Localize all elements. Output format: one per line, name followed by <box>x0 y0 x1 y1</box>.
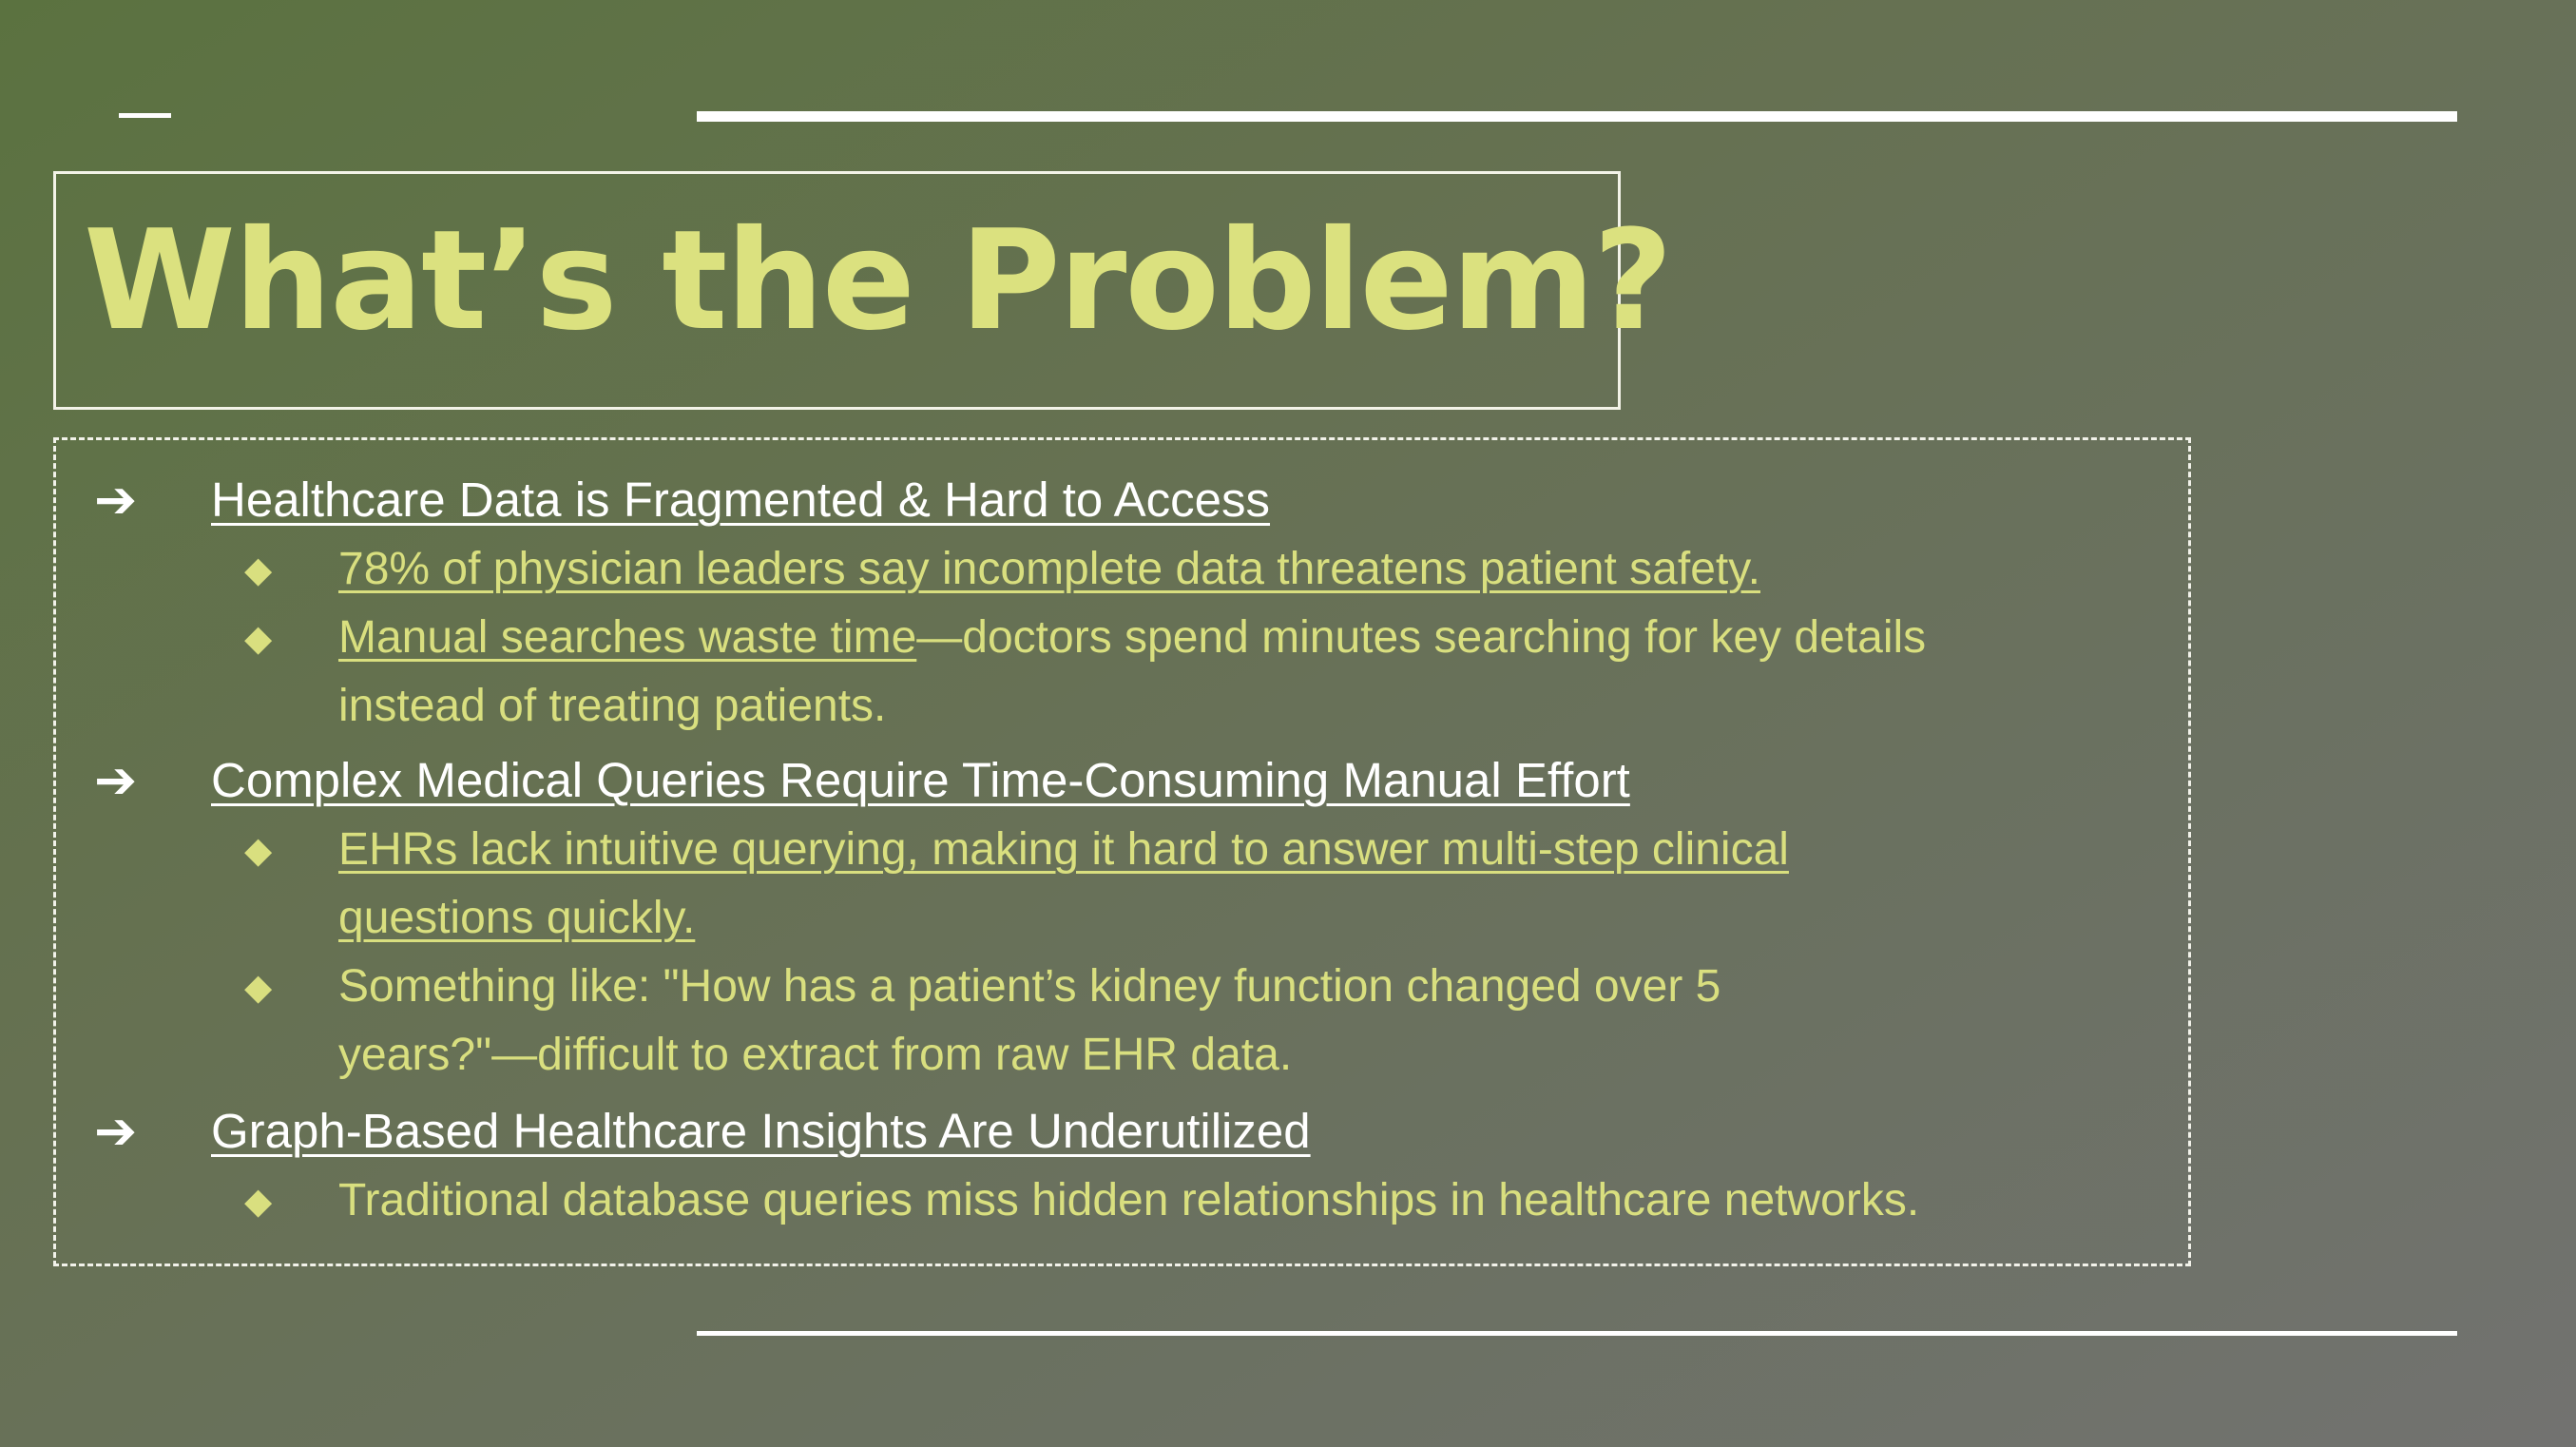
point-link[interactable]: Manual searches waste time <box>338 612 917 663</box>
point-text <box>338 535 2144 604</box>
diamond-bullet-icon: ◆ <box>244 829 273 871</box>
point-link[interactable]: 78% of physician leaders say incomplete data threatens patient safety. <box>338 544 1760 594</box>
point-text <box>338 816 2144 953</box>
top-divider-line <box>697 111 2457 122</box>
section-heading-link[interactable]: Complex Medical Queries Require Time-Consuming Manual Effort <box>211 753 1630 807</box>
point-text <box>338 604 2144 741</box>
problem-content-box <box>53 437 2191 1266</box>
point-text: Traditional database queries miss hidden relationships in healthcare networks. <box>338 1175 1920 1225</box>
bottom-divider-line <box>697 1331 2457 1336</box>
diamond-bullet-icon: ◆ <box>244 549 273 590</box>
point-link-line[interactable]: questions quickly. <box>338 893 696 943</box>
point-link-line[interactable]: EHRs lack intuitive querying, making it hard to answer multi-step clinical <box>338 824 1789 875</box>
top-short-rule <box>119 113 171 118</box>
point-continuation-line: instead of treating patients. <box>338 681 887 731</box>
arrow-right-icon: ➔ <box>94 470 138 530</box>
point-text-line: years?"—difficult to extract from raw EHR data. <box>338 1030 1293 1080</box>
title-box <box>53 171 1671 410</box>
diamond-bullet-icon: ◆ <box>244 1180 273 1222</box>
point-text-line: Something like: "How has a patient’s kidney function changed over 5 <box>338 961 1721 1012</box>
slide-title: What’s the Problem? <box>84 201 1671 361</box>
section-heading-link[interactable]: Graph-Based Healthcare Insights Are Underutilized <box>211 1104 1311 1158</box>
arrow-right-icon: ➔ <box>94 1101 138 1161</box>
point-continuation: —doctors spend minutes searching for key details <box>916 612 1927 663</box>
arrow-right-icon: ➔ <box>94 750 138 810</box>
section-heading-link[interactable]: Healthcare Data is Fragmented & Hard to Access <box>211 473 1271 527</box>
diamond-bullet-icon: ◆ <box>244 966 273 1008</box>
diamond-bullet-icon: ◆ <box>244 617 273 659</box>
point-text <box>338 953 2144 1090</box>
